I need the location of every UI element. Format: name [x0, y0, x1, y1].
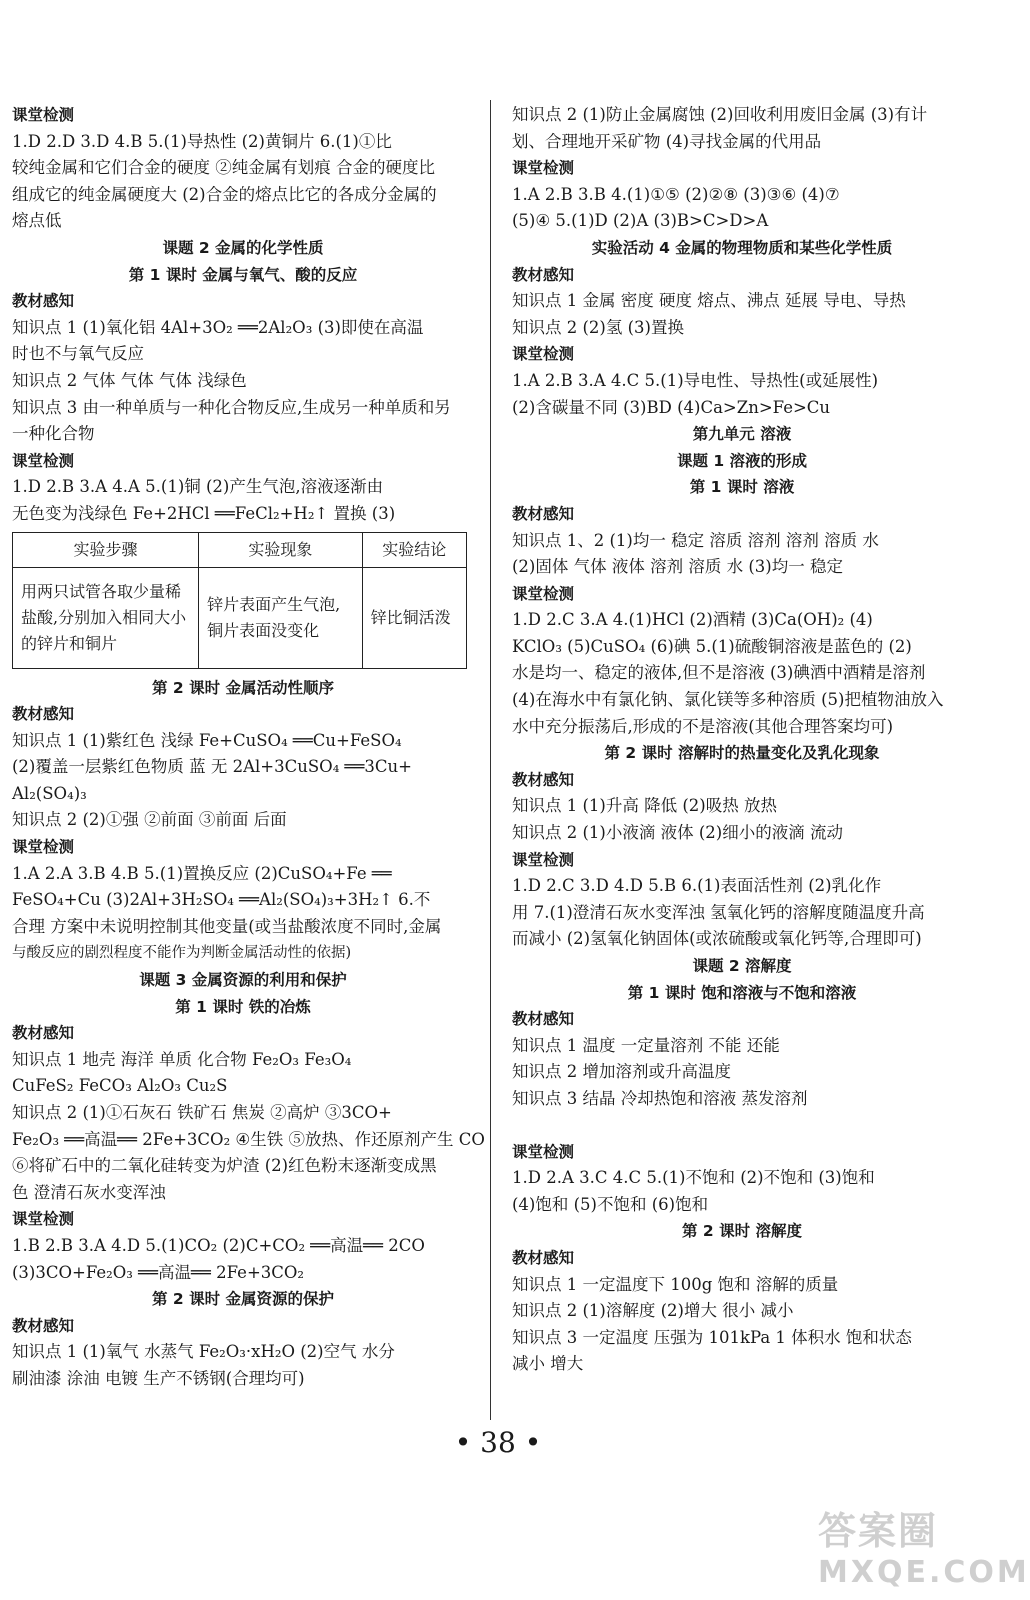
column-divider [490, 100, 491, 1420]
section-heading: 第 2 课时 金属活动性顺序 [152, 678, 334, 697]
text-line: 合理 方案中未说明控制其他变量(或当盐酸浓度不同时,金属 [12, 916, 442, 936]
section-label: 教材感知 [512, 504, 575, 523]
text-line: (4)饱和 (5)不饱和 (6)饱和 [512, 1194, 709, 1214]
text-line: 1.D 2.C 3.A 4.(1)HCl (2)酒精 (3)Ca(OH)₂ (4) [512, 610, 873, 630]
text-line: FeSO₄+Cu (3)2Al+3H₂SO₄ ══Al₂(SO₄)₃+3H₂↑ 6.不 [12, 890, 431, 910]
section-label: 教材感知 [512, 770, 575, 789]
right-text-block [512, 102, 972, 1378]
text-line: 1.B 2.B 3.A 4.D 5.(1)CO₂ (2)C+CO₂ ══高温══ 2CO [12, 1235, 425, 1255]
left-text-block-b [12, 675, 485, 1393]
table-header-row [13, 532, 467, 567]
watermark-logo [818, 1500, 1030, 1596]
text-line: 时也不与氧气反应 [12, 344, 144, 364]
section-heading: 第 1 课时 饱和溶液与不饱和溶液 [627, 983, 857, 1002]
text-line: 无色变为浅绿色 Fe+2HCl ══FeCl₂+H₂↑ 置换 (3) [12, 503, 396, 523]
section-label: 课堂检测 [12, 1210, 75, 1229]
text-line: 1.D 2.B 3.A 4.A 5.(1)铜 (2)产生气泡,溶液逐渐由 [12, 477, 384, 497]
left-column [12, 102, 485, 1393]
text-line: (3)3CO+Fe₂O₃ ══高温══ 2Fe+3CO₂ [12, 1262, 305, 1282]
section-label: 课堂检测 [12, 451, 75, 470]
text-line: Fe₂O₃ ══高温══ 2Fe+3CO₂ ④生铁 ⑤放热、作还原剂产生 CO [12, 1129, 485, 1149]
text-line: 用 7.(1)澄清石灰水变浑浊 氢氧化钙的溶解度随温度升高 [512, 902, 925, 922]
section-heading: 课题 2 溶解度 [692, 957, 792, 975]
text-line: 知识点 1 地壳 海洋 单质 化合物 Fe₂O₃ Fe₃O₄ [12, 1049, 352, 1069]
section-heading: 第 1 课时 溶液 [689, 478, 795, 497]
table-header: 实验步骤 [13, 532, 199, 567]
left-text-block-a [12, 102, 474, 528]
text-line: 知识点 1 金属 密度 硬度 熔点、沸点 延展 导电、导热 [512, 291, 906, 311]
text-line: 组成它的纯金属硬度大 (2)合金的熔点比它的各成分金属的 [12, 184, 437, 204]
text-line: KClO₃ (5)CuSO₄ (6)碘 5.(1)硫酸铜溶液是蓝色的 (2) [512, 636, 912, 656]
text-line: 1.D 2.A 3.C 4.C 5.(1)不饱和 (2)不饱和 (3)饱和 [512, 1168, 875, 1188]
section-label: 课堂检测 [512, 1142, 575, 1161]
text-line: 熔点低 [12, 211, 62, 231]
page-number: • 38 • [454, 1426, 542, 1459]
text-line: 知识点 2 (1)小液滴 液体 (2)细小的液滴 流动 [512, 823, 843, 843]
watermark-line1: 答案圈 [818, 1509, 939, 1553]
text-line: 较纯金属和它们合金的硬度 ②纯金属有划痕 合金的硬度比 [12, 158, 435, 178]
text-line: 知识点 1 (1)紫红色 浅绿 Fe+CuSO₄ ══Cu+FeSO₄ [12, 730, 402, 750]
text-line: (2)覆盖一层紫红色物质 蓝 无 2Al+3CuSO₄ ══3Cu+ [12, 757, 413, 777]
right-column [512, 102, 972, 1378]
text-line: (5)④ 5.(1)D (2)A (3)B>C>D>A [512, 211, 769, 231]
table-header: 实验现象 [199, 532, 362, 567]
text-line: 色 澄清石灰水变浑浊 [12, 1182, 166, 1202]
table-row [13, 567, 467, 668]
section-label: 课堂检测 [512, 584, 575, 603]
section-heading: 课题 3 金属资源的利用和保护 [139, 971, 347, 990]
section-label: 课堂检测 [12, 838, 75, 857]
text-line: 一种化合物 [12, 424, 95, 444]
section-label: 教材感知 [512, 265, 575, 284]
text-line: CuFeS₂ FeCO₃ Al₂O₃ Cu₂S [12, 1076, 228, 1096]
text-line: 1.A 2.B 3.A 4.C 5.(1)导电性、导热性(或延展性) [512, 370, 879, 390]
text-line: 1.D 2.D 3.D 4.B 5.(1)导热性 (2)黄铜片 6.(1)①比 [12, 131, 392, 151]
text-line: 刷油漆 涂油 电镀 生产不锈钢(合理均可) [12, 1368, 305, 1388]
text-line: 而减小 (2)氢氧化钠固体(或浓硫酸或氧化钙等,合理即可) [512, 929, 922, 949]
text-line: 知识点 1 一定温度下 100g 饱和 溶解的质量 [512, 1274, 839, 1294]
text-line: Al₂(SO₄)₃ [12, 783, 87, 803]
text-line: 1.A 2.A 3.B 4.B 5.(1)置换反应 (2)CuSO₄+Fe ══ [12, 863, 392, 883]
table-cell: 用两只试管各取少量稀盐酸,分别加入相同大小的锌片和铜片 [13, 567, 199, 668]
text-line: 1.D 2.C 3.D 4.D 5.B 6.(1)表面活性剂 (2)乳化作 [512, 876, 882, 896]
section-label: 教材感知 [12, 1024, 75, 1043]
section-label: 课堂检测 [512, 345, 575, 364]
section-heading: 课题 2 金属的化学性质 [162, 238, 324, 257]
text-line: 知识点 2 气体 气体 气体 浅绿色 [12, 370, 247, 390]
section-label: 教材感知 [12, 292, 75, 311]
spacer [512, 1113, 972, 1139]
section-heading: 第 2 课时 溶解度 [682, 1222, 802, 1241]
text-line: (2)含碳量不同 (3)BD (4)Ca>Zn>Fe>Cu [512, 397, 831, 417]
section-heading: 第 1 课时 金属与氧气、酸的反应 [128, 265, 358, 284]
text-line: 知识点 3 结晶 冷却热饱和溶液 蒸发溶剂 [512, 1088, 808, 1108]
section-heading: 课题 1 溶液的形成 [676, 451, 808, 470]
table-header: 实验结论 [362, 532, 466, 567]
text-line: 知识点 3 由一种单质与一种化合物反应,生成另一种单质和另 [12, 397, 451, 417]
text-line: 知识点 1 (1)氧气 水蒸气 Fe₂O₃·xH₂O (2)空气 水分 [12, 1342, 395, 1362]
text-line: (4)在海水中有氯化钠、氯化镁等多种溶质 (5)把植物油放入 [512, 690, 944, 710]
text-line: 知识点 2 (2)①强 ②前面 ③前面 后面 [12, 810, 287, 830]
section-heading: 第 2 课时 金属资源的保护 [152, 1290, 334, 1309]
section-label: 教材感知 [12, 705, 75, 724]
text-line: 知识点 3 一定温度 压强为 101kPa 1 体积水 饱和状态 [512, 1327, 912, 1347]
text-line: ⑥将矿石中的二氧化硅转变为炉渣 (2)红色粉末逐渐变成黑 [12, 1156, 437, 1176]
section-label: 教材感知 [512, 1248, 575, 1267]
text-line: 知识点 1、2 (1)均一 稳定 溶质 溶剂 溶剂 溶质 水 [512, 530, 879, 550]
text-line: 划、合理地开采矿物 (4)寻找金属的代用品 [512, 131, 822, 151]
section-label: 教材感知 [512, 1010, 575, 1029]
section-heading: 第九单元 溶液 [692, 425, 792, 444]
text-line: 知识点 2 (1)①石灰石 铁矿石 焦炭 ②高炉 ③3CO+ [12, 1103, 392, 1122]
table-cell: 锌比铜活泼 [362, 567, 466, 668]
text-line: 知识点 1 (1)升高 降低 (2)吸热 放热 [512, 796, 777, 816]
text-line: 减小 增大 [512, 1354, 584, 1374]
text-line: 水是均一、稳定的液体,但不是溶液 (3)碘酒中酒精是溶剂 [512, 663, 926, 683]
section-heading: 实验活动 4 金属的物理物质和某些化学性质 [591, 238, 893, 257]
text-line: (2)固体 气体 液体 溶剂 溶质 水 (3)均一 稳定 [512, 557, 843, 577]
section-heading: 第 2 课时 溶解时的热量变化及乳化现象 [604, 744, 880, 763]
experiment-table [12, 532, 467, 669]
text-line: 知识点 1 (1)氧化铝 4Al+3O₂ ══2Al₂O₃ (3)即使在高温 [12, 317, 424, 337]
text-line: 知识点 2 增加溶剂或升高温度 [512, 1062, 731, 1082]
text-line: 1.A 2.B 3.B 4.(1)①⑤ (2)②⑧ (3)③⑥ (4)⑦ [512, 184, 840, 204]
section-heading: 第 1 课时 铁的冶炼 [175, 997, 311, 1016]
section-label: 课堂检测 [512, 850, 575, 869]
text-line: 知识点 2 (1)溶解度 (2)增大 很小 减小 [512, 1301, 794, 1321]
text-line: 知识点 2 (1)防止金属腐蚀 (2)回收利用废旧金属 (3)有计 [512, 105, 928, 124]
section-label: 教材感知 [12, 1316, 75, 1335]
text-line: 与酸反应的剧烈程度不能作为判断金属活动性的依据) [12, 945, 352, 962]
section-label: 课堂检测 [512, 159, 575, 178]
watermark-line2: MXQE.COM [818, 1555, 1030, 1590]
section-label: 课堂检测 [12, 106, 75, 124]
text-line: 水中充分振荡后,形成的不是溶液(其他合理答案均可) [512, 716, 894, 736]
text-line: 知识点 2 (2)氢 (3)置换 [512, 317, 684, 337]
text-line: 知识点 1 温度 一定量溶剂 不能 还能 [512, 1035, 780, 1055]
table-cell: 锌片表面产生气泡,铜片表面没变化 [199, 567, 362, 668]
